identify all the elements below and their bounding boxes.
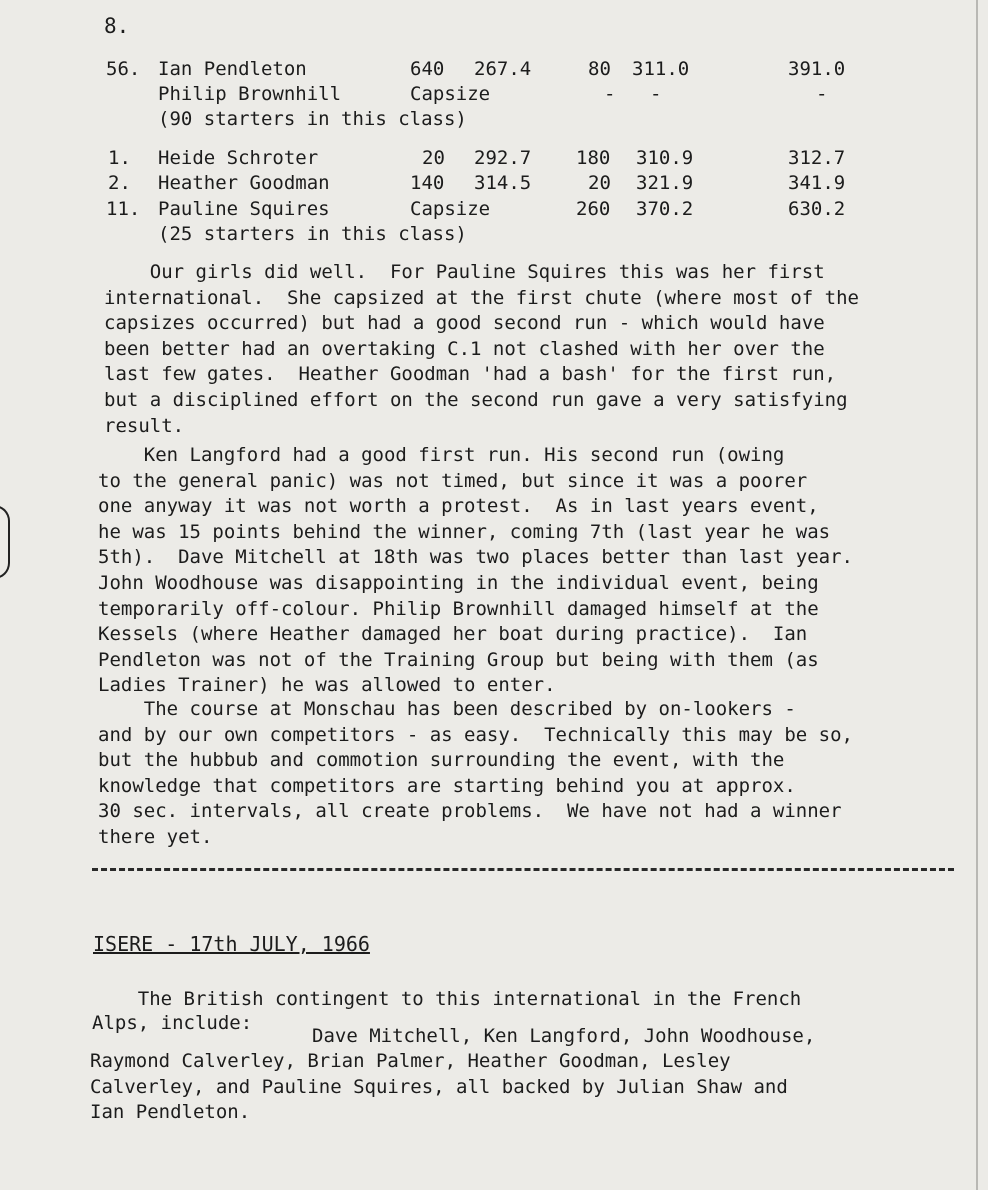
page-edge: [976, 0, 978, 1190]
best-score: 312.7: [788, 147, 846, 169]
competitor-name: Philip Brownhill: [158, 83, 342, 105]
second-run-penalty: 260: [576, 198, 611, 220]
first-run-score: 314.5: [474, 172, 532, 194]
table-note: [0, 108, 467, 134]
page-number: 8.: [104, 14, 130, 38]
starters-note: (90 starters in this class): [158, 108, 467, 130]
table-row: [0, 172, 846, 198]
table-row: [0, 147, 846, 173]
section-heading: ISERE - 17th JULY, 1966: [93, 932, 370, 956]
second-run-penalty: 80: [588, 58, 611, 80]
section-divider: [92, 868, 954, 871]
table-row: [0, 58, 846, 84]
competitor-name: Heather Goodman: [158, 172, 330, 194]
competitor-name: Pauline Squires: [158, 198, 330, 220]
first-run-penalty: 20: [422, 147, 445, 169]
position: 2.: [108, 172, 131, 194]
best-score: 630.2: [788, 198, 846, 220]
isere-intro-line: The British contingent to this international in the French: [92, 988, 802, 1010]
starters-note: (25 starters in this class): [158, 223, 467, 245]
second-run-penalty: 180: [576, 147, 611, 169]
position: 11.: [106, 198, 141, 220]
table-note: [0, 223, 467, 249]
competitor-name: Heide Schroter: [158, 147, 319, 169]
second-run-penalty: -: [604, 83, 616, 105]
first-run-penalty: 640: [410, 58, 445, 80]
position: 56.: [106, 58, 141, 80]
second-run-score: -: [650, 83, 662, 105]
position: 1.: [108, 147, 131, 169]
best-score: 391.0: [788, 58, 846, 80]
second-run-score: 310.9: [636, 147, 694, 169]
table-row: [0, 83, 828, 109]
competitor-name: Ian Pendleton: [158, 58, 307, 80]
first-run-penalty: 140: [410, 172, 445, 194]
isere-include-label: Alps, include:: [92, 1012, 253, 1034]
best-score: -: [816, 83, 828, 105]
isere-names-line: Dave Mitchell, Ken Langford, John Woodhouse,: [312, 1025, 816, 1047]
table-row: [0, 198, 846, 224]
first-run-score: 292.7: [474, 147, 532, 169]
binding-hole: [0, 505, 10, 579]
isere-team-list: Raymond Calverley, Brian Palmer, Heather Goodman, Lesley Calverley, and Pauline Squires, all backed by Julian Shaw and Ian Pendleton.: [90, 1050, 788, 1124]
paragraph-girls-results: Our girls did well. For Pauline Squires this was her first international. She capsized at the first chute (where most of the capsizes occurred) but had a good second run - which would have been better had an overtaking C.1 not clashed with her over the last few gates. Heather Goodman 'had a bash' for the first run, but a disciplined effort on the second run gave a very satisfying result.: [104, 261, 859, 437]
first-run-score: 267.4: [474, 58, 532, 80]
second-run-score: 321.9: [636, 172, 694, 194]
second-run-penalty: 20: [588, 172, 611, 194]
best-score: 341.9: [788, 172, 846, 194]
paragraph-course-description: The course at Monschau has been described by on-lookers - and by our own competitors - as easy. Technically this may be so, but the hubbub and commotion surrounding the event, with the knowledge that competitors are starting behind you at approx. 30 sec. intervals, all create problems. We have not had a winner there yet.: [98, 698, 853, 848]
second-run-score: 311.0: [632, 58, 690, 80]
first-run-result: Capsize: [410, 198, 491, 220]
second-run-score: 370.2: [636, 198, 694, 220]
paragraph-individual-results: Ken Langford had a good first run. His second run (owing to the general panic) was not timed, but since it was a poorer one anyway it was not worth a protest. As in last years event, he was 15 points behind the winner, coming 7th (last year he was 5th). Dave Mitchell at 18th was two places better than last year. John Woodhouse was disappointing in the individual event, being temporarily off-colour. Philip Brownhill damaged himself at the Kessels (where Heather damaged her boat during practice). Ian Pendleton was not of the Training Group but being with them (as Ladies Trainer) he was allowed to enter.: [98, 444, 853, 697]
first-run-result: Capsize: [410, 83, 491, 105]
